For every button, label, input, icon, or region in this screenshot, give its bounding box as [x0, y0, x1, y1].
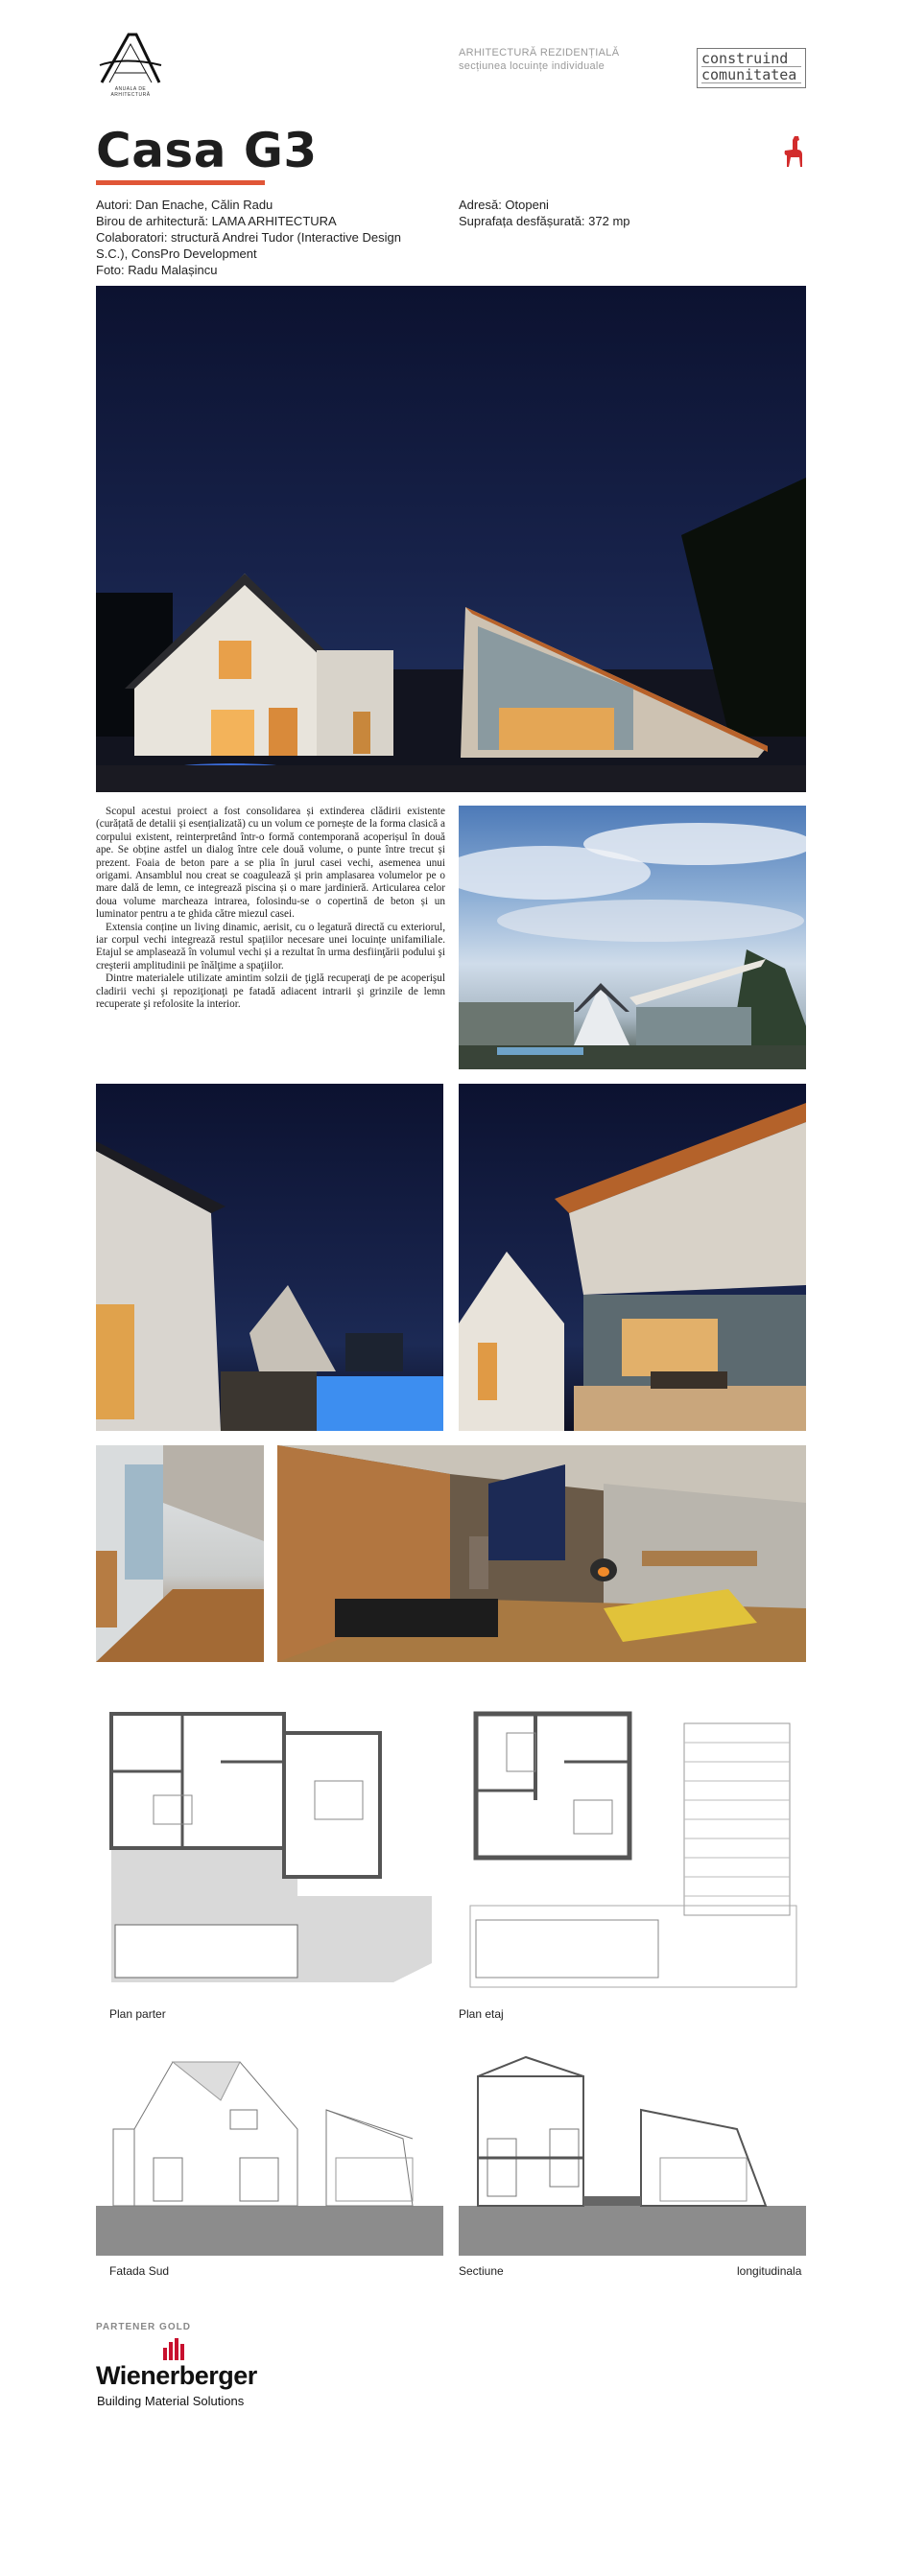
authors: Autori: Dan Enache, Călin Radu — [96, 198, 273, 212]
address: Adresă: Otopeni — [459, 198, 549, 212]
description-text — [96, 806, 445, 1012]
title-underline — [96, 180, 265, 185]
project-title: Casa G3 — [96, 123, 318, 178]
section-caption-right: longitudinala — [737, 2264, 802, 2278]
terrace-night-photo — [459, 1084, 806, 1431]
day-exterior-photo — [459, 806, 806, 1069]
facade-caption: Fatada Sud — [109, 2264, 170, 2278]
office: Birou de arhitectură: LAMA ARHITECTURA — [96, 214, 337, 228]
logo-caption: ANUALA DE ARHITECTURĂ — [110, 86, 151, 98]
interior-corridor-photo — [96, 1445, 264, 1662]
living-room-photo — [277, 1445, 806, 1662]
south-facade-drawing — [96, 2052, 443, 2256]
paragraph-2: Extensia conține un living dinamic, aerisit, cu o legatură directă cu exteriorul, iar corpul vechi integrează restul spațiilor necesare unei locuințe unifamiliale. Etajul se amplasează în volumul vechi și a rezultat în urma desfiinţării podului şi creşterii amplitudinii pe înălţime a spaţiilor. — [96, 921, 445, 972]
upper-floor-plan — [459, 1704, 806, 1997]
collaborators: Colaboratori: structură Andrei Tudor (Interactive Design S.C.), ConsPro Development — [96, 230, 401, 261]
llama-icon — [779, 134, 804, 169]
category-label: ARHITECTURĂ REZIDENȚIALĂ secțiunea locuințe individuale — [459, 47, 620, 72]
main-exterior-photo — [96, 286, 806, 792]
annual-logo — [96, 31, 165, 98]
wienerberger-roof-icon — [161, 2336, 186, 2361]
pool-night-photo — [96, 1084, 443, 1431]
wienerberger-name: Wienerberger — [96, 2361, 257, 2390]
longitudinal-section-drawing — [459, 2052, 806, 2256]
project-info — [459, 197, 785, 229]
area: Suprafața desfășurată: 372 mp — [459, 214, 630, 228]
wienerberger-tagline: Building Material Solutions — [97, 2394, 245, 2408]
credits — [96, 197, 422, 278]
construind-comunitatea-logo: construind comunitatea — [697, 48, 806, 88]
partner-label: PARTENER GOLD — [96, 2322, 191, 2332]
section-caption-left: Sectiune — [459, 2264, 504, 2278]
plan-ground-caption: Plan parter — [109, 2007, 166, 2021]
plan-upper-caption: Plan etaj — [459, 2007, 504, 2021]
paragraph-1: Scopul acestui proiect a fost consolidarea și extinderea clădirii existente (curățată de detalii și esențializată) cu un volum ce pornește de la forma clasică a corpului existent, reinterpretând într-o formă contemporană acoperișul în două ape. Se obține astfel un dialog între cele două volume, o punte între trecut și prezent. Foaia de beton pare a se plia în jurul casei vechi, asemenea unui origami. Ansamblul nou creat se coagulează și prin amplasarea volumelor pe o mare dală de lemn, ce integrează piscina și o mare jardinieră. Articularea celor doua volume marcheaza intrarea, folosindu-se o copertină de beton și un luminator pentru a te ghida către miezul casei. — [96, 806, 445, 921]
ground-floor-plan — [96, 1704, 443, 1997]
paragraph-3: Dintre materialele utilizate amintim solzii de ţiglă recuperaţi de pe acoperişul cladirii vechi şi repoziţionaţi pe fatadă adiacent intrarii şi grinzile de lemn recuperate şi refolosite la interior. — [96, 972, 445, 1011]
photo-credit: Foto: Radu Malașincu — [96, 263, 218, 277]
